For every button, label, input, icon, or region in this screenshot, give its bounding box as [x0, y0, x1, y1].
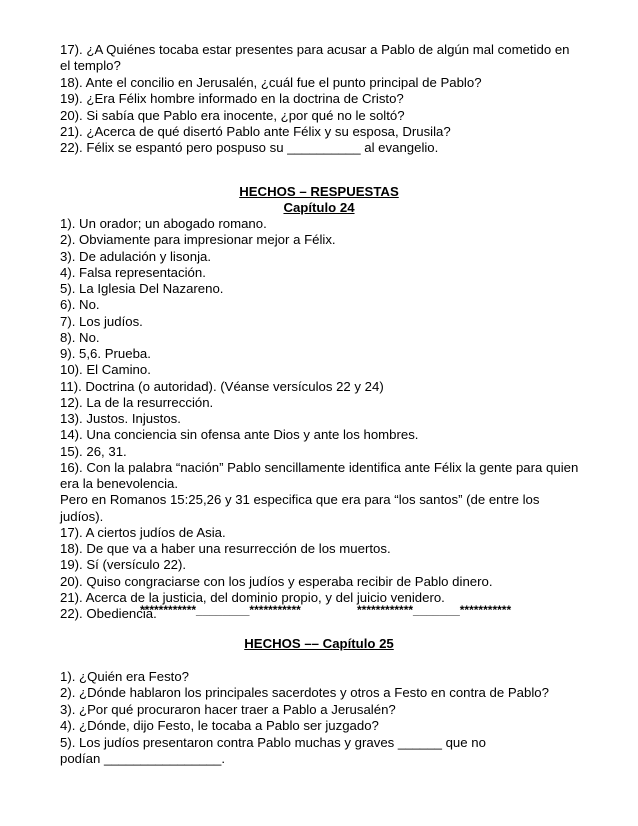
answers-title: HECHOS – RESPUESTAS — [239, 184, 399, 199]
question-line: 21). ¿Acerca de qué disertó Pablo ante Félix y su esposa, Drusila? — [60, 124, 451, 139]
separator-right: ************_______*********** — [357, 603, 512, 617]
answer-line: 16). Con la palabra “nación” Pablo sencillamente identifica ante Félix la gente para quien — [60, 459, 579, 475]
question-line: 18). Ante el concilio en Jerusalén, ¿cuál fue el punto principal de Pablo? — [60, 74, 482, 90]
question-line: 1). ¿Quién era Festo? — [60, 669, 190, 684]
question-line: 22). Félix se espantó pero pospuso su __________ al evangelio. — [60, 140, 439, 156]
answer-line: 9). 5,6. Prueba. — [60, 346, 151, 361]
answer-line: 22). Obediencia. — [60, 606, 157, 621]
chapter-25-title: HECHOS –– Capítulo 25 — [244, 636, 394, 651]
question-line: el templo? — [60, 58, 121, 74]
answer-line: judíos). — [60, 508, 104, 524]
answer-line: 17). A ciertos judíos de Asia. — [60, 524, 226, 540]
answer-line: 7). Los judíos. — [60, 313, 143, 329]
answer-line: Pero en Romanos 15:25,26 y 31 especifica que era para “los santos” (de entre los — [60, 492, 540, 508]
answer-line: 3). De adulación y lisonja. — [60, 248, 212, 264]
answers-subtitle: Capítulo 24 — [283, 200, 355, 215]
answer-line: 13). Justos. Injustos. — [60, 411, 181, 426]
answer-line: 12). La de la resurrección. — [60, 394, 214, 410]
answer-line: 6). No. — [60, 297, 100, 313]
answer-line: 20). Quiso congraciarse con los judíos y esperaba recibir de Pablo dinero. — [60, 573, 493, 589]
answer-line: 10). El Camino. — [60, 362, 151, 378]
answer-line: 2). Obviamente para impresionar mejor a Félix. — [60, 232, 336, 248]
answer-line: 18). De que va a haber una resurrección de los muertos. — [60, 541, 391, 556]
question-line: 17). ¿A Quiénes tocaba estar presentes para acusar a Pablo de algún mal cometido en — [60, 42, 570, 57]
answer-line: 1). Un orador; un abogado romano. — [60, 216, 267, 231]
answer-line: 4). Falsa representación. — [60, 264, 206, 280]
answer-line: 14). Una conciencia sin ofensa ante Dios y ante los hombres. — [60, 427, 419, 443]
answer-line: 8). No. — [60, 329, 100, 345]
separator-left: ************________*********** — [140, 603, 301, 617]
question-line: 5). Los judíos presentaron contra Pablo muchas y graves ______ que no — [60, 734, 486, 750]
question-line: 19). ¿Era Félix hombre informado en la doctrina de Cristo? — [60, 91, 404, 107]
question-line: podían ________________. — [60, 751, 226, 766]
question-line: 20). Si sabía que Pablo era inocente, ¿por qué no le soltó? — [60, 107, 405, 123]
question-line: 4). ¿Dónde, dijo Festo, le tocaba a Pablo ser juzgado? — [60, 718, 379, 734]
question-line: 3). ¿Por qué procuraron hacer traer a Pablo a Jerusalén? — [60, 701, 396, 717]
answer-line: 21). Acerca de la justicia, del dominio propio, y del juicio venidero. — [60, 589, 445, 605]
answer-line: 11). Doctrina (o autoridad). (Véanse versículos 22 y 24) — [60, 378, 384, 394]
answer-line: 19). Sí (versículo 22). — [60, 557, 187, 573]
answer-line: 15). 26, 31. — [60, 443, 127, 459]
answer-line: 5). La Iglesia Del Nazareno. — [60, 281, 224, 296]
question-line: 2). ¿Dónde hablaron los principales sacerdotes y otros a Festo en contra de Pablo? — [60, 685, 549, 701]
answer-line: era la benevolencia. — [60, 476, 179, 491]
